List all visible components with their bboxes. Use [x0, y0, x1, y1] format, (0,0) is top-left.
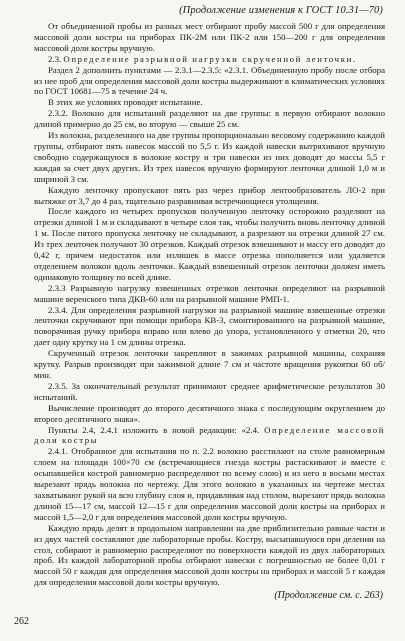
body-text	[34, 21, 385, 588]
heading-title: Определение массовой доли костры	[34, 424, 386, 446]
paragraph: В этих же условиях проводят испытание.	[48, 97, 203, 108]
heading-title: Определение разрывной нагрузки скрученной ленточки.	[63, 53, 357, 64]
paragraph: После каждого из четырех пропусков полученную ленточку осторожно разделяют на отрезки длиной 1 м и складывают в четыре слоя так, чтобы получить вновь ленточку длиной 1 м. После пятого пропуска ленточку не складывают, а разрезают на отрезки длиной 27 см. Из трех ленточек получают 30 отрезков. Каждый отрезок взвешивают и массу его доводят до 0,42 г, причем недостаток или излишек в массе отрезка пополняется или удаляется отделением волокон вдоль ленточки. Каждый взвешенный отрезок ленточки должен иметь одинаковую толщину по всей длине.	[34, 206, 385, 282]
section-heading	[34, 54, 385, 65]
paragraph: Каждую ленточку пропускают пять раз через прибор лентообразователь ЛО-2 при вытяжке от 3,7 до 4 раз, тщательно разравнивая встречающиеся утолщения.	[34, 184, 385, 206]
paragraph: 2.4.1. Отобранное для испытания по п. 2.2 волокно расстилают на столе равномерным слоем на площади 100×70 см (встречающиеся гнезда костры растаскивают и вместе с осыпавшейся кострой равномерно распределяют по всему слою) и из него в восьми местах вырезают прядь волокна по чертежу. Для этого волокно в указанных на чертеже местах захватывают рукой на всю глубину слоя и, придавливая над столом, вырезают прядь волокна длиной 15—17 см, массой 12—15 г для определения массовой доли костры на приборах и массой 1,5—2,0 г для определения массовой доли костры вручную.	[34, 446, 385, 522]
paragraph: Скрученный отрезок ленточки закрепляют в зажимах разрывной машины, сохраняя крутку. Разрыв производят при зажимной длине 7 см и частоте вращения рукоятки 60 об/мин.	[34, 348, 385, 380]
paragraph: 2.3.3 Разрывную нагрузку взвешенных отрезков ленточки определяют на разрывной машине веренского типа ДКВ-60 или на разрывной машине РМП-1.	[34, 282, 385, 304]
paragraph: 2.3.5. За окончательный результат принимают среднее арифметическое результатов 30 испытаний.	[34, 380, 385, 402]
paragraph: От объединенной пробы из разных мест отбирают пробу массой 500 г для определения массовой доли костры на приборах ПК-2М или ПК-2 или 150—200 г для определения массовой доли костры вручную.	[34, 21, 385, 53]
running-head: (Продолжение изменения к ГОСТ 10.31—70)	[179, 5, 383, 16]
paragraph: Раздел 2 дополнить пунктами — 2.3.1—2.3.5: «2.3.1. Объединенную пробу после отбора из нее проб для определения массовой доли костры выдерживают в климатических условиях по ГОСТ 10681—75 в течение 24 ч.	[34, 64, 385, 97]
section-heading	[34, 425, 385, 447]
paragraph: Из волокна, разделенного на две группы пропорционально весовому содержанию каждой группы, отбирают пять навесок массой по 5,5 г. Из каждой навески вытряхивают вручную свободно содержащуюся в волокне костру и три навески из них доводят до массы 5,5 г каждая за счет двух других. Из трех навесок вручную формируют ленточки длиной 1,0 м и шириной 3 см.	[34, 130, 385, 184]
paragraph: 2.3.4. Для определения разрывной нагрузки на разрывной машине взвешенные отрезки ленточки скручивают при помощи прибора КВ-3, смонтированного на разрывной машине, поворачивая ручку прибора вправо или влево до упора, установленного у отметки 20, что дает одну крутку на 1 см длины отрезка.	[34, 304, 385, 348]
page-number: 262	[14, 616, 29, 627]
paragraph: Вычисление производят до второго десятичного знака с последующим округлением до второго десятичного знака».	[34, 402, 385, 424]
paragraph: Каждую прядь делят в продольном направлении на две приблизительно равные части и из двух частей составляют две лабораторные пробы. Костру, высыпавшуюся при делении на стол, собирают и равномерно распределяют по поверхности каждой из двух лабораторных проб. Из каждой лабораторной пробы отбирают навески с погрешностью не более 0,01 г массой 50 г каждая для определения массовой доли костры на приборах и массой 5 г каждая для определения массовой доли костры вручную.	[34, 522, 385, 588]
heading-intro: Пункты 2.4, 2.4.1 изложить в новой редакции: «2.4.	[48, 424, 265, 435]
paragraph: 2.3.2. Волокно для испытаний разделяют на две группы: в первую отбирают волокно длиной примерно до 25 см, во вторую — свыше 25 см.	[34, 108, 385, 130]
continuation-note: (Продолжение см. с. 263)	[274, 590, 383, 601]
heading-number: 2.3.	[48, 53, 64, 64]
